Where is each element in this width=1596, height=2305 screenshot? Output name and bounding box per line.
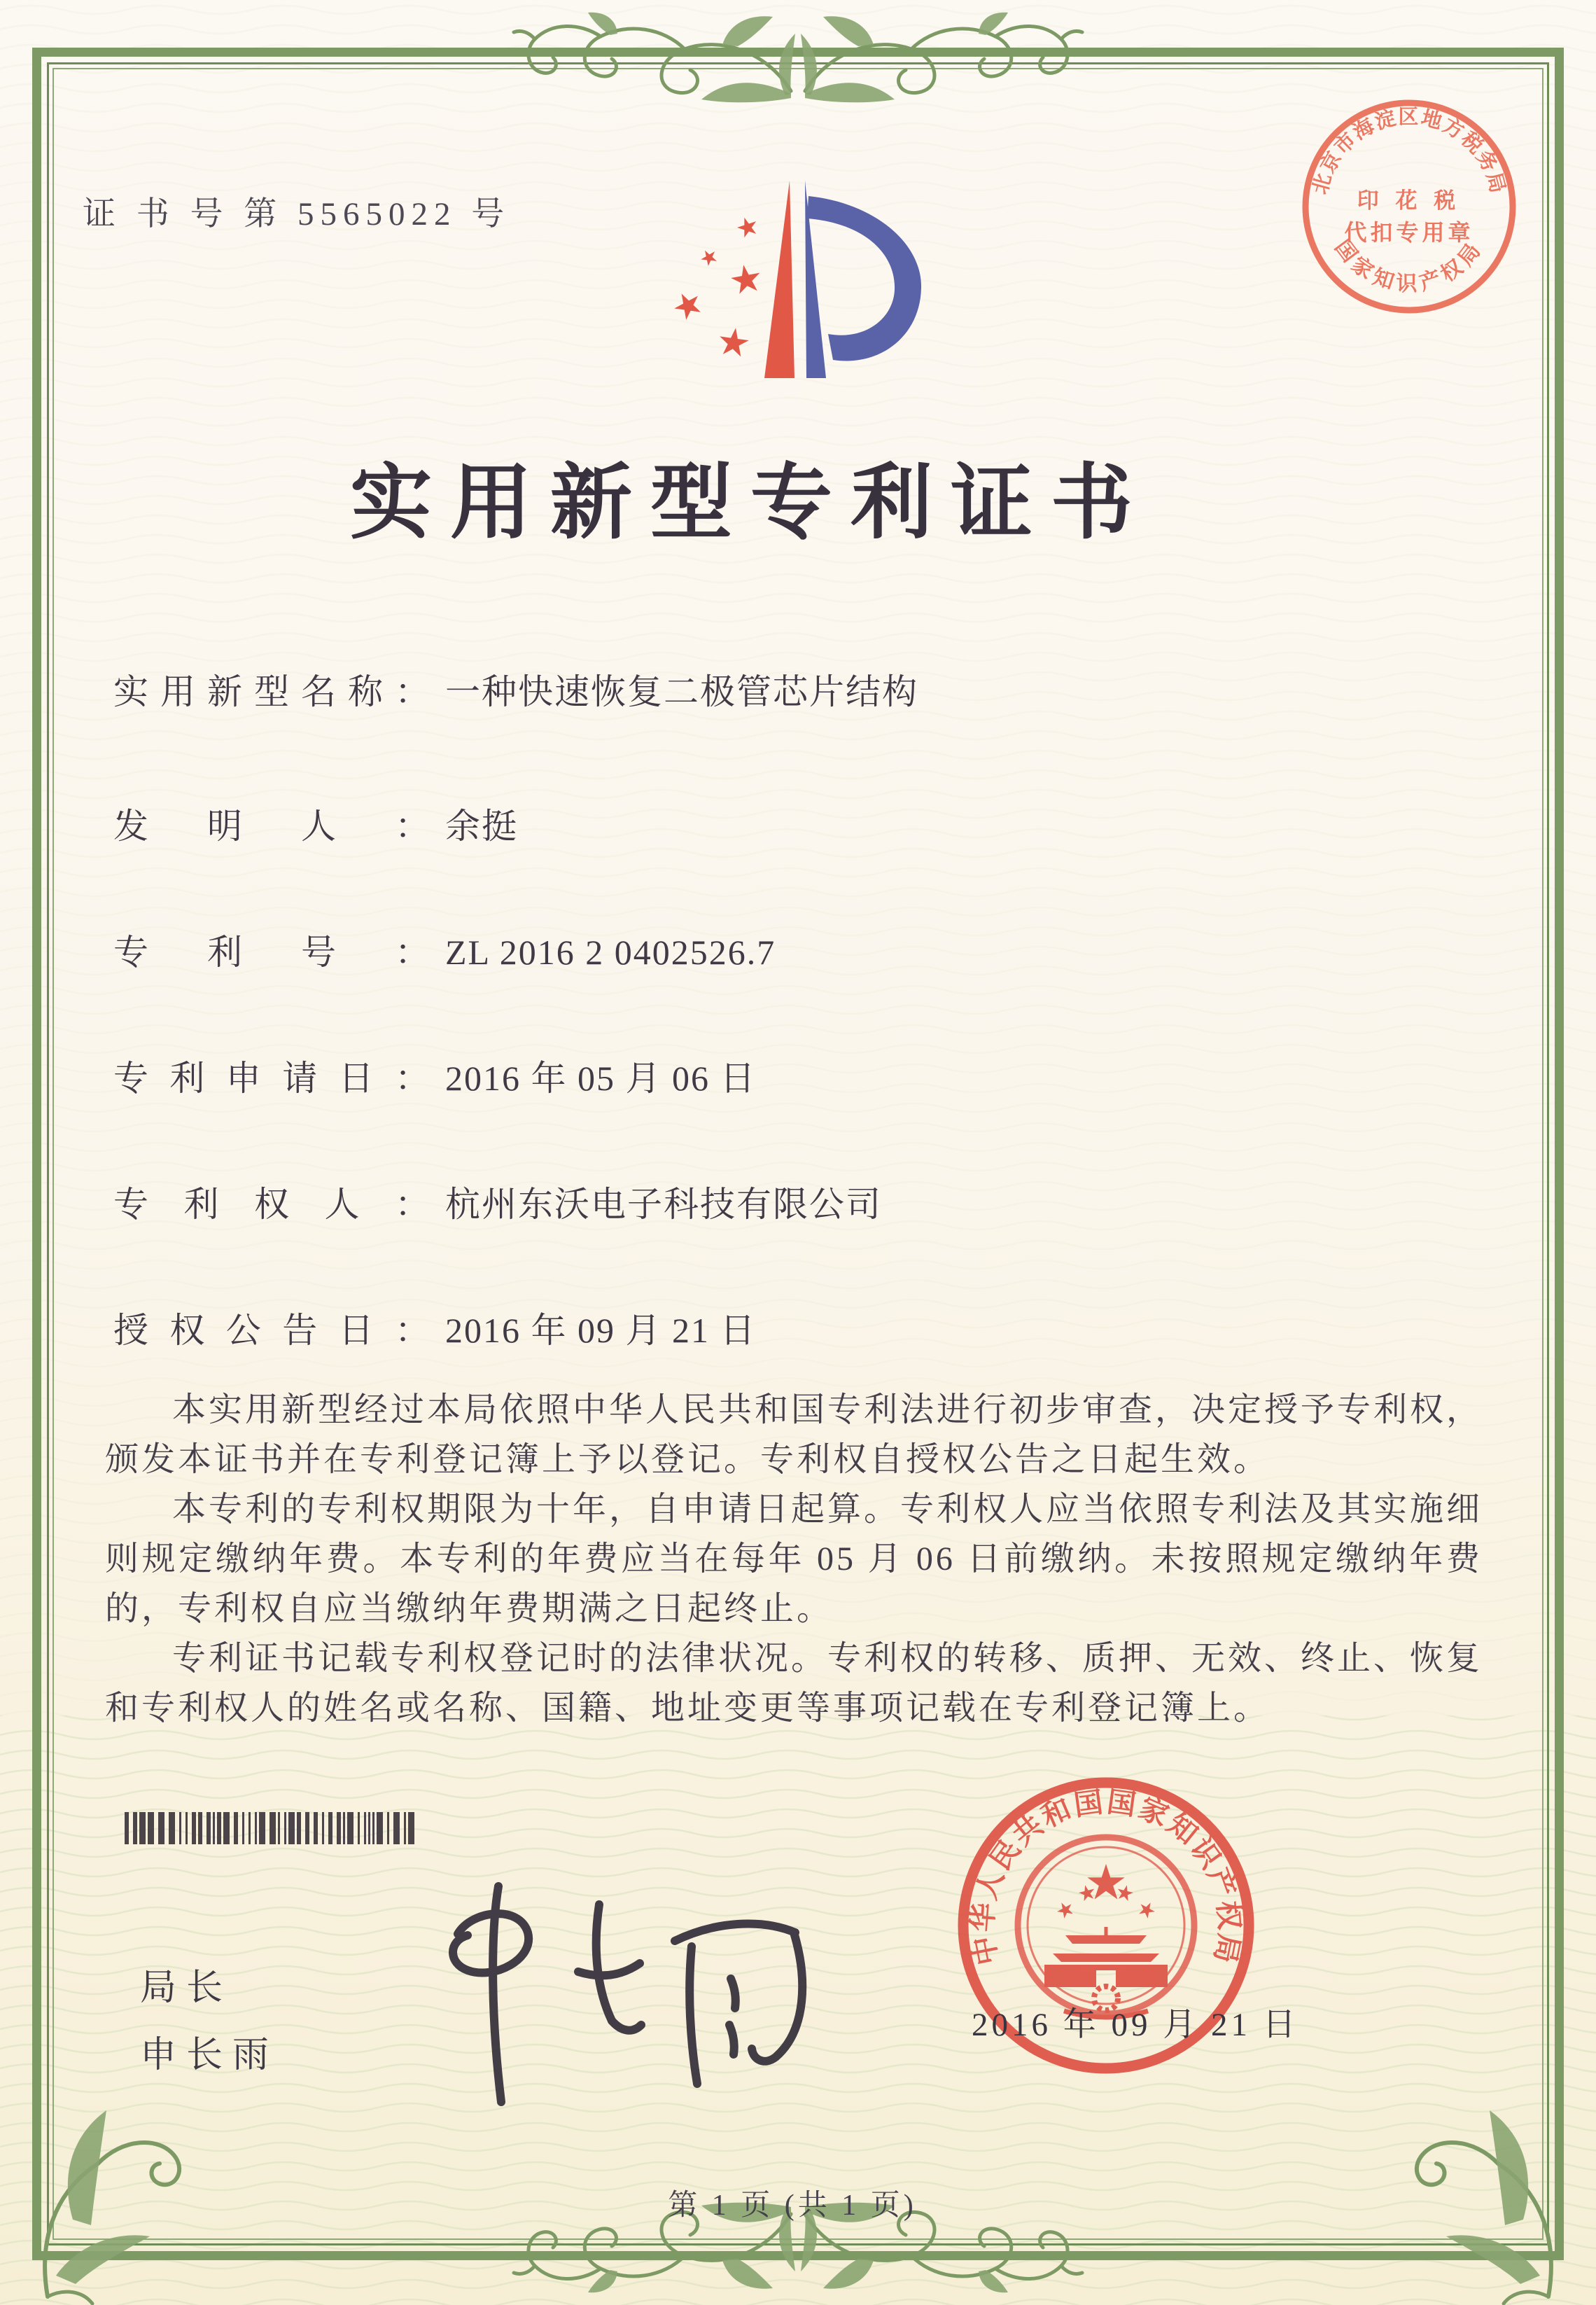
barcode-bar bbox=[242, 1812, 244, 1844]
barcode-bar bbox=[139, 1812, 146, 1844]
barcode-bar bbox=[259, 1812, 265, 1844]
field-inventor bbox=[113, 798, 518, 849]
legal-paragraph: 本专利的专利权期限为十年，自申请日起算。专利权人应当依照专利法及其实施细则规定缴纳年费。本专利的年费应当在每年 05 月 06 日前缴纳。未按照规定缴纳年费的，专利权自应当缴纳年费期满之日起终止。 bbox=[105, 1491, 1483, 1627]
logo-red-spire bbox=[764, 181, 794, 378]
officer-role: 局长 bbox=[140, 1968, 233, 2008]
barcode-bar bbox=[255, 1812, 257, 1844]
field-value: 杭州东沃电子科技有限公司 bbox=[445, 1185, 882, 1224]
barcode-bar bbox=[234, 1812, 238, 1844]
barcode-bar bbox=[133, 1812, 137, 1844]
legal-text-block bbox=[105, 1385, 1483, 1733]
barcode-bar bbox=[217, 1812, 221, 1844]
barcode-bar bbox=[328, 1812, 332, 1844]
barcode-bar bbox=[408, 1812, 414, 1844]
field-grant-date bbox=[113, 1302, 757, 1353]
barcode-bar bbox=[158, 1812, 164, 1844]
tax-stamp-seal bbox=[1294, 91, 1525, 322]
barcode-bar bbox=[278, 1812, 280, 1844]
barcode-bar bbox=[297, 1812, 301, 1844]
barcode-bar bbox=[198, 1812, 202, 1844]
barcode-bar bbox=[148, 1812, 154, 1844]
certificate-number: 证 书 号 第 5565022 号 bbox=[83, 196, 511, 232]
tax-stamp-bottom-arc-text: 国家知识产权局 bbox=[1330, 235, 1488, 295]
director-signature bbox=[375, 1874, 837, 2112]
legal-paragraph: 本实用新型经过本局依照中华人民共和国专利法进行初步审查，决定授予专利权，颁发本证书并在专利登记簿上予以登记。专利权自授权公告之日起生效。 bbox=[105, 1391, 1483, 1478]
field-patentee bbox=[113, 1176, 882, 1227]
national-emblem bbox=[1018, 1837, 1194, 2017]
barcode-bar bbox=[314, 1812, 318, 1844]
field-label: 授权公告日： bbox=[113, 1311, 430, 1350]
officer-name: 申长雨 bbox=[140, 2035, 279, 2075]
field-value: 余挺 bbox=[445, 807, 518, 846]
barcode-bar bbox=[364, 1812, 366, 1844]
seal-date: 2016 年 09 月 21 日 bbox=[972, 2007, 1299, 2043]
barcode-bar bbox=[288, 1812, 295, 1844]
barcode-bar bbox=[393, 1812, 400, 1844]
field-label: 专利权人： bbox=[113, 1185, 430, 1224]
barcode-bar bbox=[270, 1812, 276, 1844]
certificate-title: 实用新型专利证书 bbox=[349, 459, 1151, 549]
barcode-bar bbox=[206, 1812, 211, 1844]
barcode-bar bbox=[284, 1812, 286, 1844]
field-value: 一种快速恢复二极管芯片结构 bbox=[445, 672, 918, 711]
barcode-bar bbox=[347, 1812, 354, 1844]
barcode-bar bbox=[387, 1812, 389, 1844]
tax-stamp-line1: 印 花 税 bbox=[1357, 188, 1462, 213]
field-label: 发明人： bbox=[113, 807, 430, 846]
barcode-bar bbox=[368, 1812, 370, 1844]
barcode-bar bbox=[179, 1812, 181, 1844]
barcode-bar bbox=[186, 1812, 188, 1844]
top-flourish-ornament bbox=[504, 6, 1092, 115]
barcode-bar bbox=[322, 1812, 324, 1844]
barcode-bar bbox=[337, 1812, 341, 1844]
barcode-bar bbox=[358, 1812, 360, 1844]
barcode-bar bbox=[343, 1812, 345, 1844]
barcode-bar bbox=[377, 1812, 383, 1844]
field-label: 专利申请日： bbox=[113, 1059, 430, 1098]
page-number-footer: 第 1 页 (共 1 页) bbox=[668, 2189, 917, 2222]
tax-stamp-line2: 代扣专用章 bbox=[1344, 220, 1474, 245]
field-label: 专利号： bbox=[113, 933, 430, 972]
field-filing-date bbox=[113, 1050, 757, 1101]
barcode-bar bbox=[372, 1812, 374, 1844]
barcode-bar bbox=[125, 1812, 129, 1844]
barcode-bar bbox=[223, 1812, 230, 1844]
seal-ring-text: 中华人民共和国国家知识产权局 bbox=[965, 1785, 1247, 1968]
barcode-bar bbox=[248, 1812, 251, 1844]
field-label: 实用新型名称： bbox=[113, 672, 430, 711]
svg-text:北京市海淀区地方税务局 bbox=[1309, 105, 1509, 197]
barcode-bar bbox=[305, 1812, 309, 1844]
field-value: ZL 2016 2 0402526.7 bbox=[445, 933, 776, 972]
legal-paragraph: 专利证书记载专利权登记时的法律状况。专利权的转移、质押、无效、终止、恢复和专利权人的姓名或名称、国籍、地址变更等事项记载在专利登记簿上。 bbox=[105, 1640, 1483, 1727]
barcode-bar bbox=[213, 1812, 215, 1844]
field-utility-model-name bbox=[113, 664, 918, 714]
logo-stars bbox=[670, 214, 763, 357]
barcode bbox=[125, 1812, 423, 1844]
logo-p-bowl bbox=[807, 196, 921, 361]
field-value: 2016 年 05 月 06 日 bbox=[445, 1059, 757, 1098]
barcode-bar bbox=[192, 1812, 196, 1844]
barcode-bar bbox=[404, 1812, 406, 1844]
field-patent-number bbox=[113, 924, 776, 975]
barcode-bar bbox=[169, 1812, 175, 1844]
patent-office-logo bbox=[665, 176, 931, 379]
field-value: 2016 年 09 月 21 日 bbox=[445, 1311, 757, 1350]
tax-stamp-top-arc-text: 北京市海淀区地方税务局 bbox=[1308, 106, 1510, 197]
